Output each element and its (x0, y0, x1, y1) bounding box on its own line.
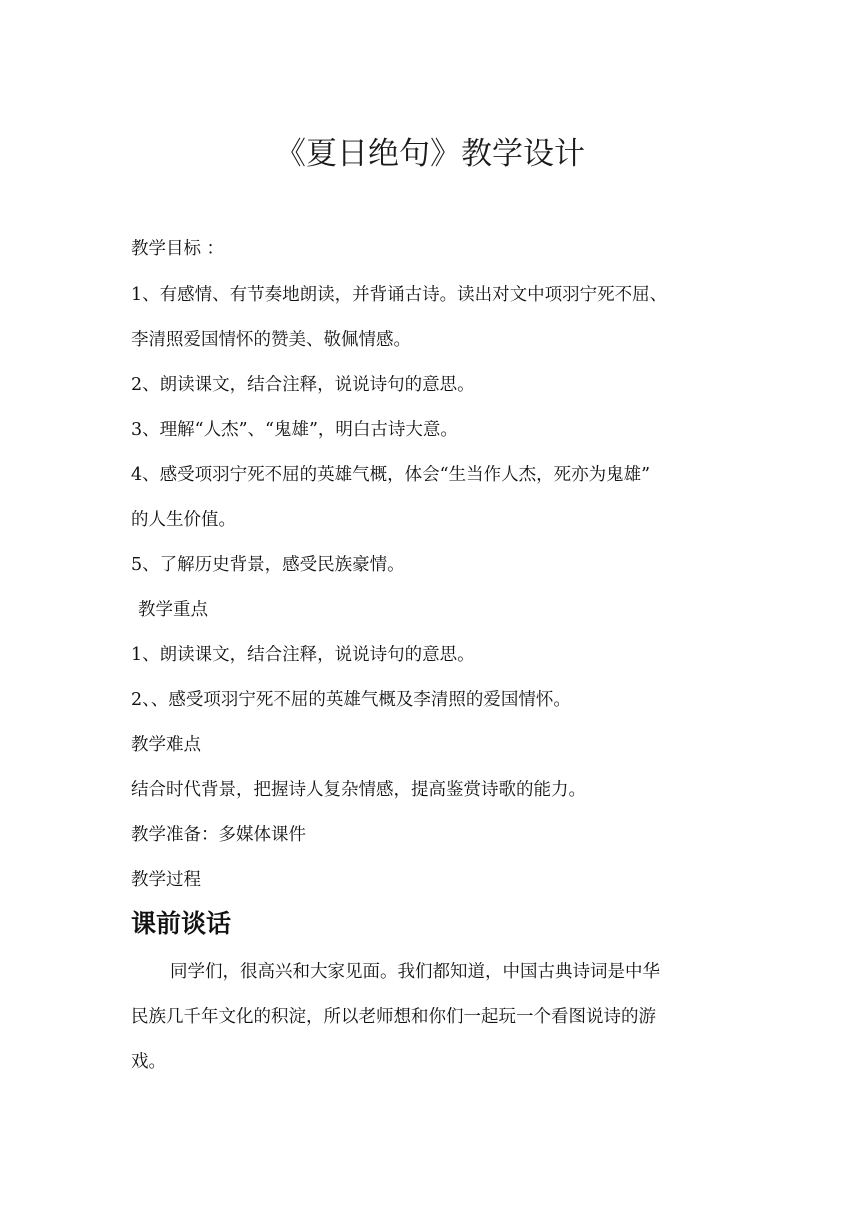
pre-class-line: 同学们，很高兴和大家见面。我们都知道，中国古典诗词是中华 (170, 962, 660, 982)
difficulty-heading: 教学难点 (131, 735, 201, 755)
goal-line: 3、理解“人杰”、“鬼雄”，明白古诗大意。 (131, 420, 458, 440)
goal-line: 李清照爱国情怀的赞美、敬佩情感。 (131, 330, 411, 350)
goal-line: 5、了解历史背景，感受民族豪情。 (131, 555, 405, 575)
process-heading: 教学过程 (131, 870, 201, 890)
goal-line: 2、朗读课文，结合注释，说说诗句的意思。 (131, 375, 475, 395)
key-points-heading: 教学重点 (138, 600, 208, 620)
document-title: 《夏日绝句》教学设计 (275, 136, 585, 172)
goal-line: 1、有感情、有节奏地朗读，并背诵古诗。读出对文中项羽宁死不屈、 (131, 285, 668, 305)
key-point-line: 1、朗读课文，结合注释，说说诗句的意思。 (131, 645, 475, 665)
goals-heading: 教学目标 ： (131, 239, 225, 259)
pre-class-line: 戏。 (131, 1052, 166, 1072)
goal-line: 4、感受项羽宁死不屈的英雄气概，体会“生当作人杰，死亦为鬼雄” (131, 465, 651, 485)
goal-line: 的人生价值。 (131, 510, 236, 530)
key-point-line: 2、、感受项羽宁死不屈的英雄气概及李清照的爱国情怀。 (131, 690, 571, 710)
preparation-text: 教学准备：多媒体课件 (131, 825, 306, 845)
pre-class-line: 民族几千年文化的积淀，所以老师想和你们一起玩一个看图说诗的游 (131, 1007, 656, 1027)
difficulty-text: 结合时代背景，把握诗人复杂情感，提高鉴赏诗歌的能力。 (131, 780, 586, 800)
pre-class-heading: 课前谈话 (131, 909, 232, 938)
